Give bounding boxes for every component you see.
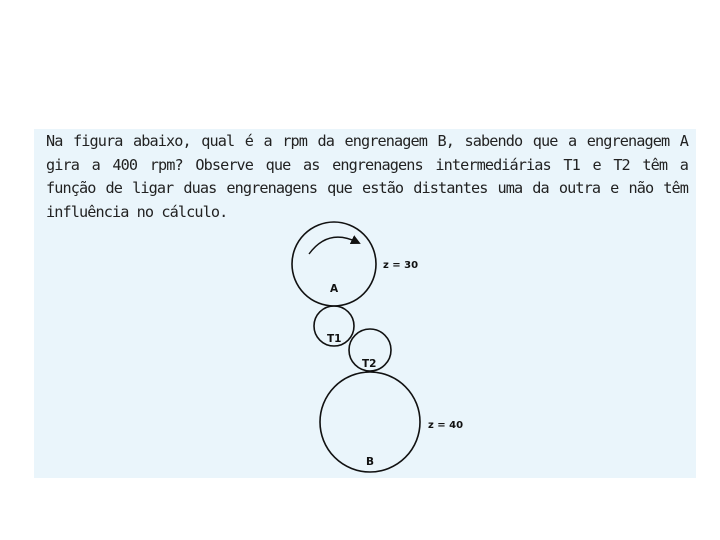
gear-a-teeth-label: z = 30 [383, 260, 419, 271]
gear-a-label: A [330, 283, 339, 295]
gear-b-teeth-label: z = 40 [428, 420, 464, 431]
gear-t2-label: T2 [362, 358, 377, 370]
rotation-arrow-icon [309, 237, 357, 254]
gear-t1-label: T1 [327, 333, 342, 345]
question-text: Na figura abaixo, qual é a rpm da engrenagem B, sabendo que a engrenagem A gira a 400 rpm? Observe que as engrenagens intermediárias T1 e T2 têm a função de ligar duas engrenagens que estão distantes uma da outra e não têm influência no cálculo. [46, 132, 688, 221]
gear-b-label: B [366, 456, 375, 468]
